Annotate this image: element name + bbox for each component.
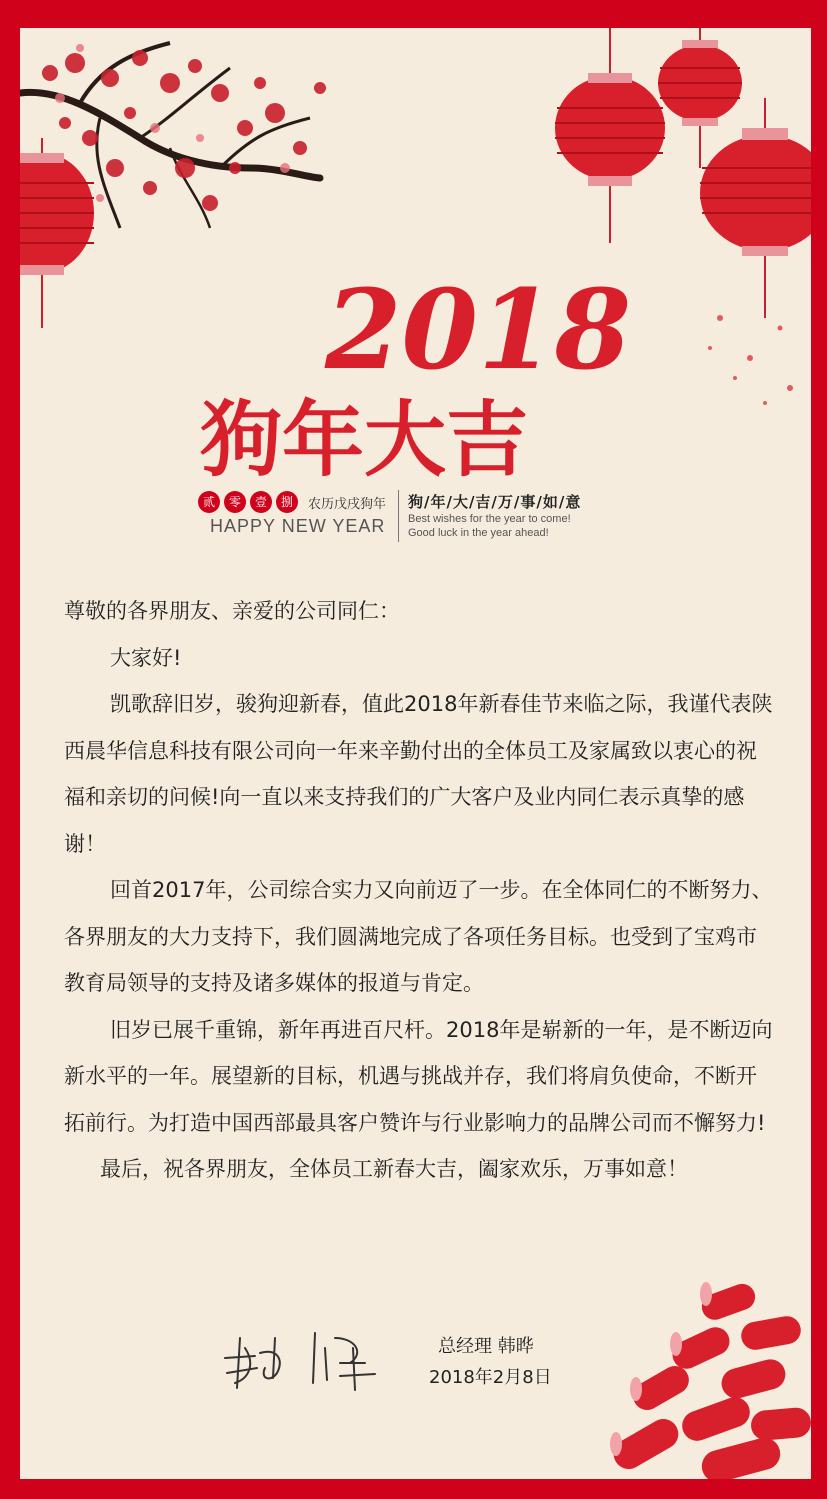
lantern-right-1 [555, 28, 665, 243]
closing-line: 最后，祝各界朋友，全体员工新春大吉，阖家欢乐，万事如意！ [100, 1157, 688, 1181]
signer-title-name: 总经理 韩晔 [438, 1336, 534, 1357]
english-greeting: HAPPY NEW YEAR [210, 516, 386, 536]
letter-card [20, 28, 811, 1479]
paragraph-1: 凯歌辞旧岁，骏狗迎新春，值此2018年新春佳节来临之际，我谨代表陕西晨华信息科技有限公司向一年来辛勤付出的全体员工及家属致以衷心的祝福和亲切的问候!向一直以来支持我们的广大客户及业内同仁表示真挚的感谢！ [64, 692, 773, 856]
best-wishes-text: Best wishes for the year to come! [408, 513, 571, 525]
badge-digit: 壹 [250, 491, 272, 513]
badge-digit: 零 [224, 491, 246, 513]
falling-petals [708, 315, 793, 405]
firecrackers-decoration [581, 1279, 811, 1479]
signature-date: 2018年2月8日 [429, 1367, 552, 1388]
year-badges [198, 491, 386, 513]
divider [398, 490, 399, 542]
paragraph-3: 旧岁已展千重锦，新年再进百尺杆。2018年是崭新的一年，是不断迈向新水平的一年。展望新的目标，机遇与挑战并存，我们将肩负使命，不断开拓前行。为打造中国西部最具客户赞许与行业影响力的品牌公司而不懈努力! [64, 1017, 773, 1135]
title-phrase: 狗年大吉 [200, 393, 529, 488]
salutation: 尊敬的各界朋友、亲爱的公司同仁： [64, 599, 400, 623]
title-year: 2018 [325, 265, 632, 394]
calligraphy-title [200, 265, 631, 488]
lunar-year: 农历戊戌狗年 [308, 496, 387, 512]
good-luck-text: Good luck in the year ahead! [408, 527, 549, 539]
letter-body [64, 588, 774, 1193]
greeting: 大家好! [110, 645, 182, 670]
wish-line: 狗/年/大/吉/万/事/如/意 [408, 493, 582, 511]
lantern-right-3 [700, 98, 811, 318]
badge-digit: 捌 [276, 491, 298, 513]
badge-digit: 贰 [198, 491, 220, 513]
handwritten-signature [215, 1318, 395, 1398]
lantern-left [20, 138, 94, 328]
paragraph-2: 回首2017年，公司综合实力又向前迈了一步。在全体同仁的不断努力、各界朋友的大力支持下，我们圆满地完成了各项任务目标。也受到了宝鸡市教育局领导的支持及诸多媒体的报道与肯定。 [64, 878, 773, 995]
